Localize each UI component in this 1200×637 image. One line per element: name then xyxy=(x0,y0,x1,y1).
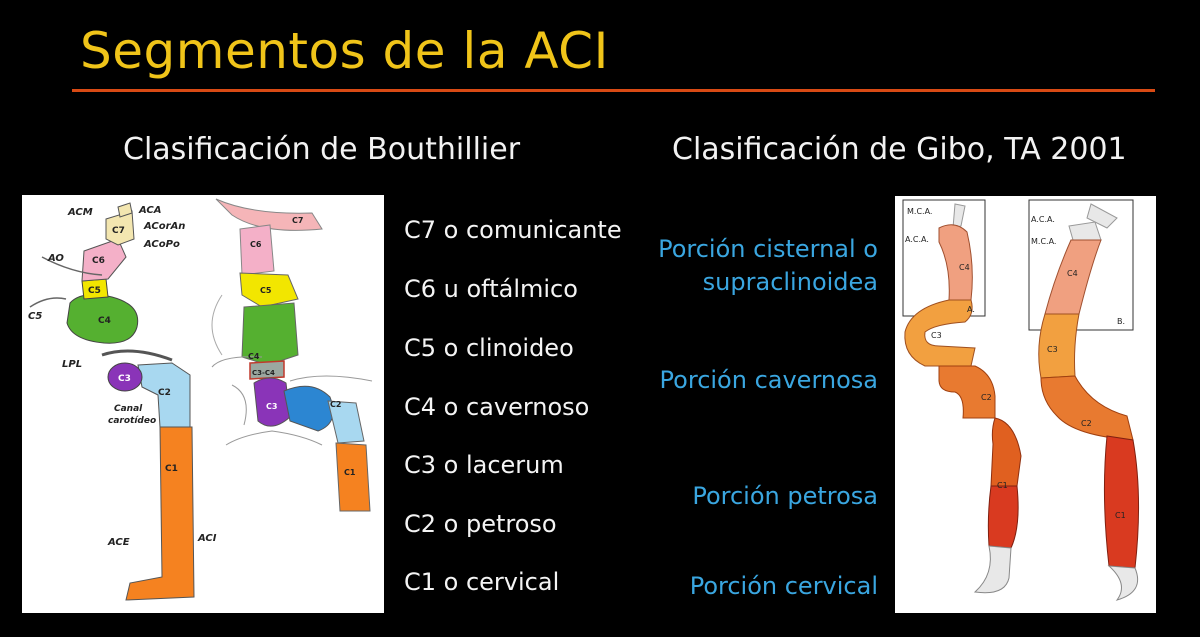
label-c6-b: C6 xyxy=(250,240,262,249)
slide-title: Segmentos de la ACI xyxy=(80,22,609,80)
c2b-shape-a xyxy=(991,418,1021,486)
segment-c5: C5 o clinoideo xyxy=(404,334,574,362)
label-c3-b: C3 xyxy=(1047,345,1058,354)
gibo-illustration xyxy=(895,196,1156,613)
segment-c1: C1 o cervical xyxy=(404,568,560,596)
label-c6: C6 xyxy=(92,256,105,266)
vessel-drawing-b xyxy=(212,199,372,511)
c1-shape-a xyxy=(988,486,1018,548)
label-carotideo: carotídeo xyxy=(108,416,157,426)
segment-c4: C4 o cavernoso xyxy=(404,393,590,421)
label-c3-b: C3 xyxy=(266,402,278,411)
label-c1: C1 xyxy=(165,464,178,474)
bouthillier-heading: Clasificación de Bouthillier xyxy=(123,132,521,167)
title-divider xyxy=(72,89,1155,92)
portion-cisternal xyxy=(658,233,878,299)
portion-cisternal-line1: Porción cisternal o xyxy=(658,235,878,263)
label-ace: ACE xyxy=(108,537,130,548)
vessel-b xyxy=(1039,204,1139,600)
label-c3: C3 xyxy=(118,374,131,384)
bouthillier-diagram xyxy=(22,195,384,613)
portion-cervical: Porción cervical xyxy=(689,572,878,600)
label-c1-b: C1 xyxy=(1115,511,1126,520)
segment-c1-shape-b xyxy=(336,443,370,511)
clinoid-line xyxy=(30,298,66,307)
label-aci: ACI xyxy=(198,533,217,544)
label-lpl: LPL xyxy=(62,359,83,370)
sella-outline xyxy=(212,295,222,355)
label-c2: C2 xyxy=(158,388,171,398)
segment-c2-shape-b xyxy=(284,386,333,431)
label-c2-a: C2 xyxy=(981,393,992,402)
label-c5-b: C5 xyxy=(260,286,272,295)
label-c4-b: C4 xyxy=(1067,269,1078,278)
gibo-diagram xyxy=(895,196,1156,613)
label-panel-a: A. xyxy=(967,305,975,314)
segment-c6-shape-b xyxy=(240,225,274,275)
panel-a-box xyxy=(903,200,985,316)
gibo-heading: Clasificación de Gibo, TA 2001 xyxy=(672,132,1127,167)
portion-cavernosa: Porción cavernosa xyxy=(659,366,878,394)
label-c1-b: C1 xyxy=(344,468,356,477)
label-mca-b: M.C.A. xyxy=(1031,237,1057,246)
label-canal: Canal xyxy=(114,404,143,414)
segment-c1-shape xyxy=(126,427,194,600)
label-ao: AO xyxy=(48,253,64,264)
label-aca-b: A.C.A. xyxy=(1031,215,1055,224)
label-c7-b: C7 xyxy=(292,216,304,225)
segment-c6: C6 u oftálmico xyxy=(404,275,578,303)
segment-c3: C3 o lacerum xyxy=(404,451,564,479)
mca-branch-b xyxy=(1069,222,1101,240)
portion-petrosa: Porción petrosa xyxy=(692,482,878,510)
label-mca-a: M.C.A. xyxy=(907,207,933,216)
label-aca-a: A.C.A. xyxy=(905,235,929,244)
label-c4-b: C4 xyxy=(248,352,260,361)
portion-cisternal-line2: supraclinoidea xyxy=(702,268,878,296)
label-c3-a: C3 xyxy=(931,331,942,340)
label-c1-a: C1 xyxy=(997,481,1008,490)
label-c3c4: C3-C4 xyxy=(252,369,275,377)
cervical-end-a xyxy=(975,546,1011,593)
cervical-end-b xyxy=(1109,566,1138,600)
label-c4-a: C4 xyxy=(959,263,970,272)
label-c5: C5 xyxy=(88,286,101,296)
segment-c7: C7 o comunicante xyxy=(404,216,622,244)
bouthillier-illustration xyxy=(22,195,384,613)
label-c2-b: C2 xyxy=(330,400,342,409)
c1-shape-b xyxy=(1104,436,1138,568)
label-c4: C4 xyxy=(98,316,111,326)
c2-shape-a xyxy=(939,366,995,418)
label-aca: ACA xyxy=(139,205,162,216)
label-panel-b: B. xyxy=(1117,317,1126,326)
segment-c2: C2 o petroso xyxy=(404,510,557,538)
mca-branch-a xyxy=(953,204,965,228)
label-c7: C7 xyxy=(112,226,125,236)
label-acm: ACM xyxy=(68,207,93,218)
label-acoran: ACorAn xyxy=(144,221,186,232)
lpl-ligament xyxy=(102,351,172,360)
label-c5-side: C5 xyxy=(28,311,43,322)
label-c2-b: C2 xyxy=(1081,419,1092,428)
c3-shape-b xyxy=(1039,314,1079,378)
label-acopo: ACoPo xyxy=(144,239,180,250)
c2-shape-b xyxy=(1041,376,1133,440)
